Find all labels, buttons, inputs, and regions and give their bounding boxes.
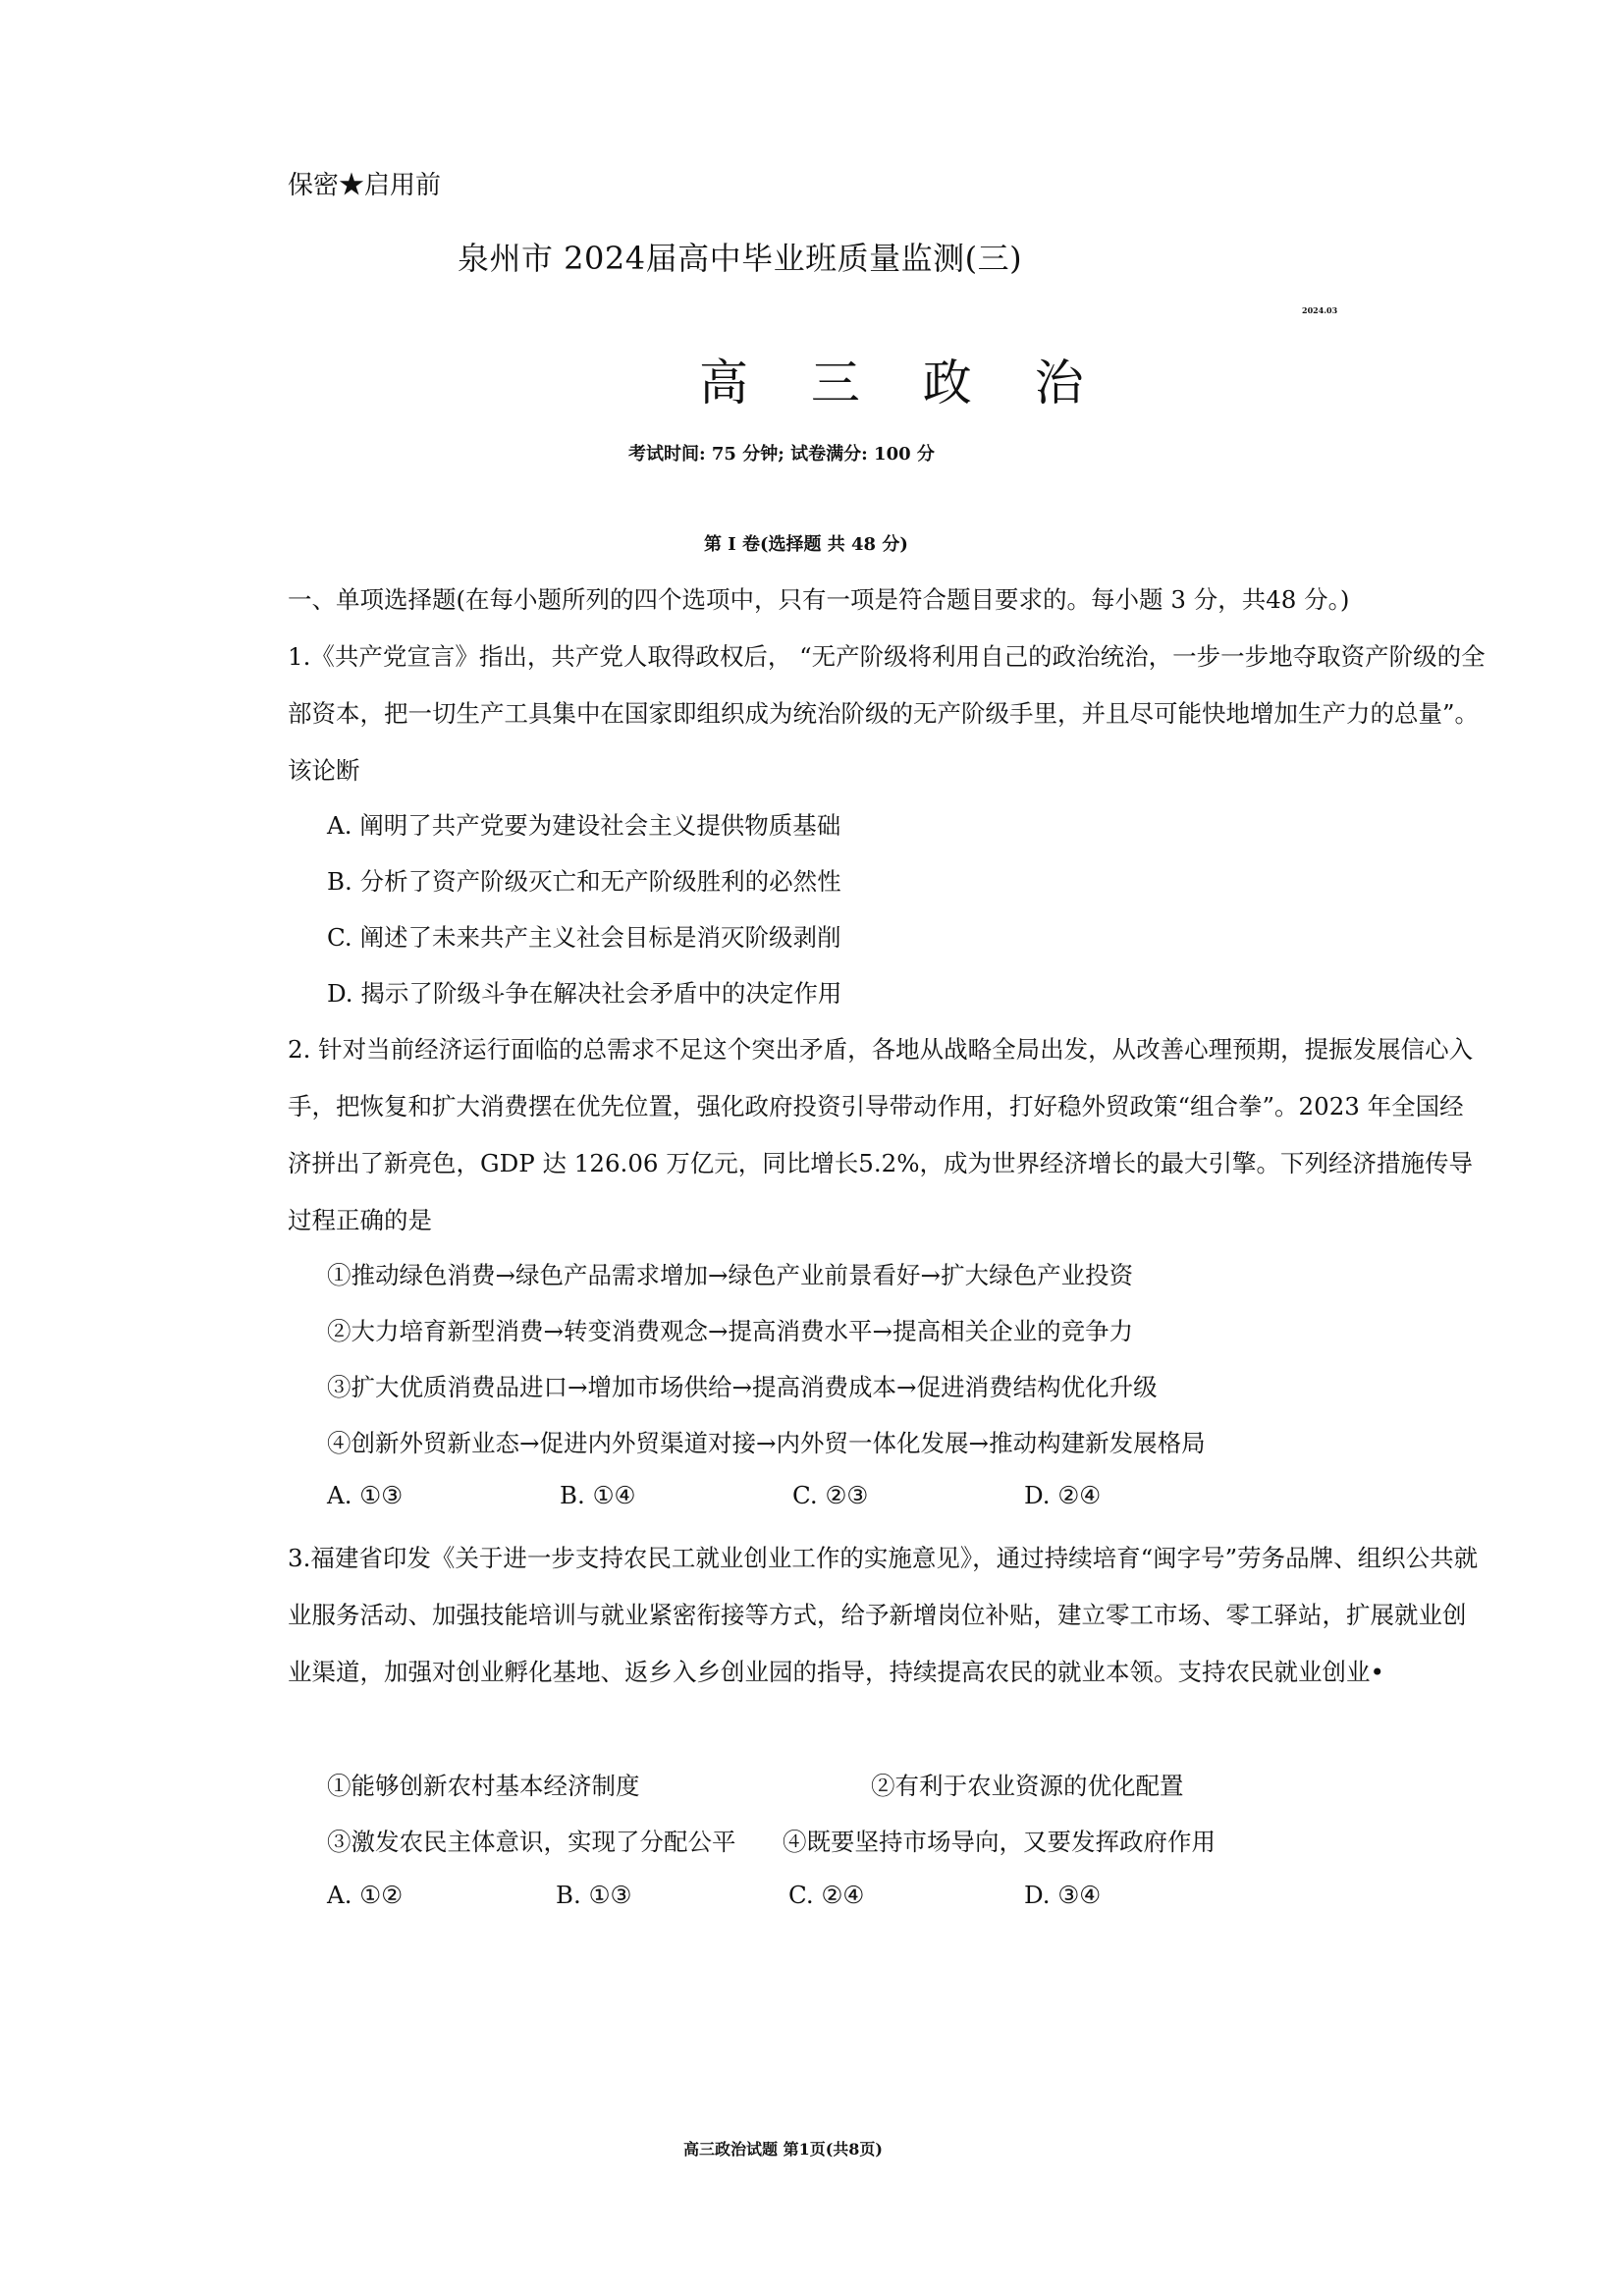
q1-option-c: C. 阐述了未来共产主义社会目标是消灭阶级剥削 <box>327 923 841 952</box>
q3-item-1: ①能够创新农村基本经济制度 <box>327 1772 640 1800</box>
section-title: 第 I 卷(选择题 共 48 分) <box>704 534 908 555</box>
q2-item-3: ③扩大优质消费品进口→增加市场供给→提高消费成本→促进消费结构优化升级 <box>327 1373 1158 1401</box>
q3-stem: 3.福建省印发《关于进一步支持农民工就业创业工作的实施意见》，通过持续培育“闽字号”劳务品牌、组织公共就业服务活动、加强技能培训与就业紧密衔接等方式，给予新增岗位补贴，建立零工市场、零工驿站，扩展就业创业渠道，加强对创业孵化基地、返乡入乡创业园的指导，持续提高农民的就业本领。支持农民就业创业• <box>288 1544 1479 1686</box>
q1-option-b: B. 分析了资产阶级灭亡和无产阶级胜利的必然性 <box>327 867 841 896</box>
q3-item-2: ②有利于农业资源的优化配置 <box>871 1772 1184 1800</box>
q1-stem: 1.《共产党宣言》指出，共产党人取得政权后， “无产阶级将利用自己的政治统治，一步一步地夺取资产阶级的全部资本，把一切生产工具集中在国家即组织成为统治阶级的无产阶级手里，并且尽可能快地增加生产力的总量”。该论断 <box>288 642 1486 785</box>
q2-item-2: ②大力培育新型消费→转变消费观念→提高消费水平→提高相关企业的竞争力 <box>327 1317 1134 1345</box>
section-instructions: 一、单项选择题(在每小题所列的四个选项中，只有一项是符合题目要求的。每小题 3 分，共48 分。) <box>288 585 1350 614</box>
q2-stem: 2. 针对当前经济运行面临的总需求不足这个突出矛盾，各地从战略全局出发，从改善心理预期，提振发展信心入手，把恢复和扩大消费摆在优先位置，强化政府投资引导带动作用，打好稳外贸政策“组合拳”。2023 年全国经济拼出了新亮色，GDP 达 126.06 万亿元，同比增长5.2%，成为世界经济增长的最大引擎。下列经济措施传导过程正确的是 <box>288 1035 1474 1234</box>
q2-option-c: C. ②③ <box>792 1481 869 1509</box>
q2-option-a: A. ①③ <box>327 1481 404 1509</box>
q2-option-b: B. ①④ <box>560 1481 636 1509</box>
q2-item-1: ①推动绿色消费→绿色产品需求增加→绿色产业前景看好→扩大绿色产业投资 <box>327 1261 1134 1289</box>
q3-option-d: D. ③④ <box>1024 1881 1102 1909</box>
exam-title: 泉州市 2024届高中毕业班质量监测(三) <box>458 240 1023 277</box>
confidential-label: 保密★启用前 <box>288 171 442 200</box>
q2-item-4: ④创新外贸新业态→促进内外贸渠道对接→内外贸一体化发展→推动构建新发展格局 <box>327 1429 1206 1457</box>
q1-option-a: A. 阐明了共产党要为建设社会主义提供物质基础 <box>327 811 841 840</box>
exam-info: 考试时间: 75 分钟; 试卷满分: 100 分 <box>628 444 935 465</box>
q2-option-d: D. ②④ <box>1024 1481 1102 1509</box>
date-stamp: 2024.03 <box>1302 305 1338 315</box>
q3-option-a: A. ①② <box>327 1881 404 1909</box>
q1-option-d: D. 揭示了阶级斗争在解决社会矛盾中的决定作用 <box>327 979 842 1008</box>
q3-option-b: B. ①③ <box>556 1881 632 1909</box>
subject-title: 高 三 政 治 <box>699 355 1108 411</box>
page-footer: 高三政治试题 第1页(共8页) <box>683 2140 883 2159</box>
q3-option-c: C. ②④ <box>788 1881 865 1909</box>
q3-item-4: ④既要坚持市场导向，又要发挥政府作用 <box>783 1828 1216 1856</box>
q3-item-3: ③激发农民主体意识，实现了分配公平 <box>327 1828 736 1856</box>
